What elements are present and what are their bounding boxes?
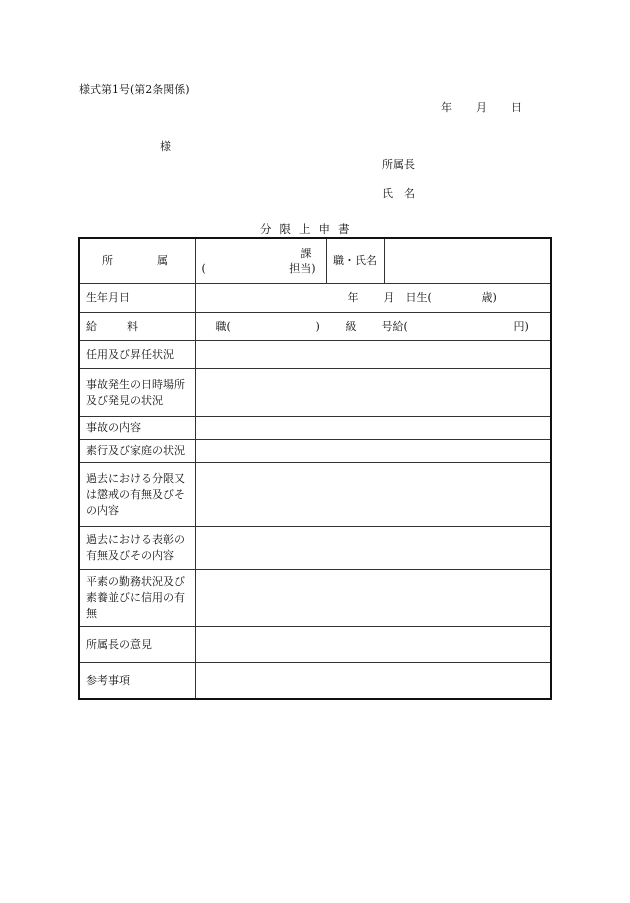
- birth-row: [79, 284, 551, 313]
- salary-label: 給 料: [79, 313, 195, 341]
- row-field[interactable]: [195, 417, 551, 440]
- birth-month: 月: [383, 291, 395, 304]
- birth-year: 年: [347, 291, 359, 304]
- date-month: 月: [476, 101, 487, 114]
- salary-yen: 円): [513, 320, 529, 333]
- row-field[interactable]: [195, 463, 551, 527]
- position-name-label: 職・氏名: [326, 238, 384, 284]
- form-row: [79, 627, 551, 663]
- row-label: 過去における分限又 は懲戒の有無及びそ の内容: [79, 463, 195, 527]
- form-row: [79, 463, 551, 527]
- row-field[interactable]: [195, 341, 551, 369]
- date-year: 年: [441, 101, 452, 114]
- affiliation-label: 所 属: [79, 238, 195, 284]
- salary-field[interactable]: [195, 313, 551, 341]
- row-label: 平素の勤務状況及び 素養並びに信用の有 無: [79, 570, 195, 627]
- section-label: 課: [300, 247, 312, 260]
- birth-day: 日生(: [405, 291, 432, 304]
- open-paren: (: [201, 262, 206, 275]
- department-head-label: 所属長: [382, 158, 415, 171]
- salary-row: [79, 313, 551, 341]
- birth-label: 生年月日: [79, 284, 195, 313]
- position-name-field[interactable]: [384, 238, 551, 284]
- form-row: [79, 663, 551, 700]
- salary-grade: 級: [345, 320, 357, 333]
- date-line: [441, 99, 522, 115]
- form-row: [79, 341, 551, 369]
- form-row: [79, 440, 551, 463]
- row-field[interactable]: [195, 369, 551, 417]
- form-row: [79, 417, 551, 440]
- row-label: 事故の内容: [79, 417, 195, 440]
- salary-close-paren: ): [315, 320, 320, 333]
- form-number: 様式第1号(第2条関係): [79, 83, 190, 96]
- row-field[interactable]: [195, 527, 551, 570]
- addressee-suffix: 様: [160, 140, 171, 153]
- row-field[interactable]: [195, 570, 551, 627]
- affiliation-section-field[interactable]: [195, 238, 326, 284]
- row-label: 所属長の意見: [79, 627, 195, 663]
- salary-post: 職(: [215, 320, 231, 333]
- in-charge-label: 担当): [289, 262, 316, 275]
- row-field[interactable]: [195, 440, 551, 463]
- form-row: [79, 369, 551, 417]
- row-field[interactable]: [195, 663, 551, 700]
- row-label: 任用及び昇任状況: [79, 341, 195, 369]
- date-day: 日: [511, 101, 522, 114]
- name-label: 氏 名: [382, 187, 415, 200]
- birth-age: 歳): [481, 291, 497, 304]
- row-label: 参考事項: [79, 663, 195, 700]
- document-title: 分限上申書: [260, 222, 358, 236]
- birth-field[interactable]: [195, 284, 551, 313]
- form-row: [79, 570, 551, 627]
- report-form-table: [78, 237, 552, 700]
- affiliation-row: [79, 238, 551, 284]
- row-field[interactable]: [195, 627, 551, 663]
- form-row: [79, 527, 551, 570]
- row-label: 過去における表彰の 有無及びその内容: [79, 527, 195, 570]
- row-label: 事故発生の日時場所 及び発見の状況: [79, 369, 195, 417]
- salary-step: 号給(: [381, 320, 408, 333]
- row-label: 素行及び家庭の状況: [79, 440, 195, 463]
